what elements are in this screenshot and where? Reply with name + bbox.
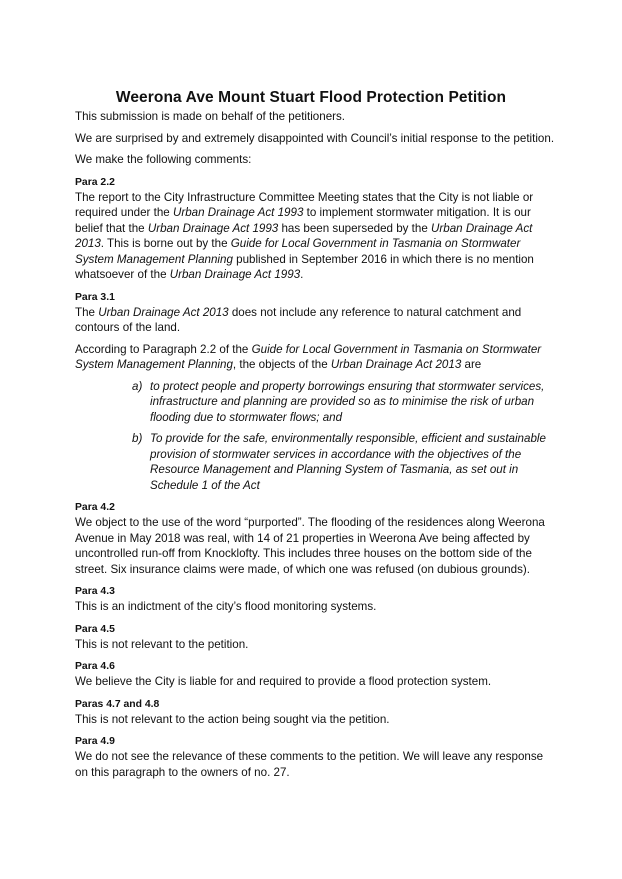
document-body bbox=[75, 109, 555, 780]
list-marker: b) bbox=[132, 432, 143, 445]
section-paragraph: The report to the City Infrastructure Committee Meeting states that the City is not liable or required under the Urban Drainage Act 1993 to implement stormwater mitigation. It is our belief that the Urban Drainage Act 1993 has been superseded by the Urban Drainage Act 2013. This is borne out by the Guide for Local Government in Tasmania on Stormwater System Management Planning published in September 2016 in which there is no mention whatsoever of the Urban Drainage Act 1993. bbox=[75, 190, 534, 281]
section-heading: Para 4.9 bbox=[75, 736, 115, 747]
section-heading: Para 4.6 bbox=[75, 661, 115, 672]
section-paragraph: This is an indictment of the city’s flood monitoring systems. bbox=[75, 600, 377, 613]
section-heading: Para 4.2 bbox=[75, 502, 115, 513]
list-item: a) to protect people and property borrowings ensuring that stormwater services, infrastructure and planning are provided so as to minimise the risk of urban flooding due to stormwater flows; and bbox=[132, 379, 545, 424]
section-paragraph: The Urban Drainage Act 2013 does not include any reference to natural catchment and contours of the land. bbox=[75, 305, 522, 334]
section-paragraph: We believe the City is liable for and required to provide a flood protection system. bbox=[75, 675, 492, 688]
section-paragraph: This is not relevant to the action being sought via the petition. bbox=[75, 712, 390, 726]
section-paragraph: We do not see the relevance of these comments to the petition. We will leave any response on this paragraph to the owners of no. 27. bbox=[75, 750, 544, 779]
section-heading: Para 4.5 bbox=[75, 623, 115, 635]
section-heading: Para 3.1 bbox=[75, 291, 115, 303]
section-heading: Para 4.3 bbox=[75, 586, 115, 597]
section-paragraph: This is not relevant to the petition. bbox=[75, 637, 249, 651]
intro-paragraph: This submission is made on behalf of the petitioners. bbox=[75, 110, 346, 123]
intro-paragraph: We are surprised by and extremely disappointed with Council’s initial response to the petition. bbox=[75, 131, 555, 145]
list-item: b) To provide for the safe, environmentally responsible, efficient and sustainable provision of stormwater services in accordance with the objectives of the Resource Management and Planning System of Tasmania, as set out in Schedule 1 of the Act bbox=[132, 432, 546, 492]
section-paragraph: According to Paragraph 2.2 of the Guide for Local Government in Tasmania on Stormwater System Management Planning, the objects of the Urban Drainage Act 2013 are bbox=[75, 342, 542, 371]
list-marker: a) bbox=[132, 379, 143, 393]
section-heading: Paras 4.7 and 4.8 bbox=[75, 698, 160, 710]
intro-paragraph: We make the following comments: bbox=[75, 153, 252, 166]
page-title: Weerona Ave Mount Stuart Flood Protection Petition bbox=[115, 89, 507, 106]
section-heading: Para 2.2 bbox=[75, 176, 115, 188]
section-paragraph: We object to the use of the word “purported”. The flooding of the residences along Weerona Avenue in May 2018 was real, with 14 of 21 properties in Weerona Ave being affected by uncontrolled run-off from Knocklofty. This includes three houses on the bottom side of the street. Six insurance claims were made, of which one was refused (on dubious grounds). bbox=[75, 516, 545, 576]
objects-list bbox=[75, 379, 555, 494]
